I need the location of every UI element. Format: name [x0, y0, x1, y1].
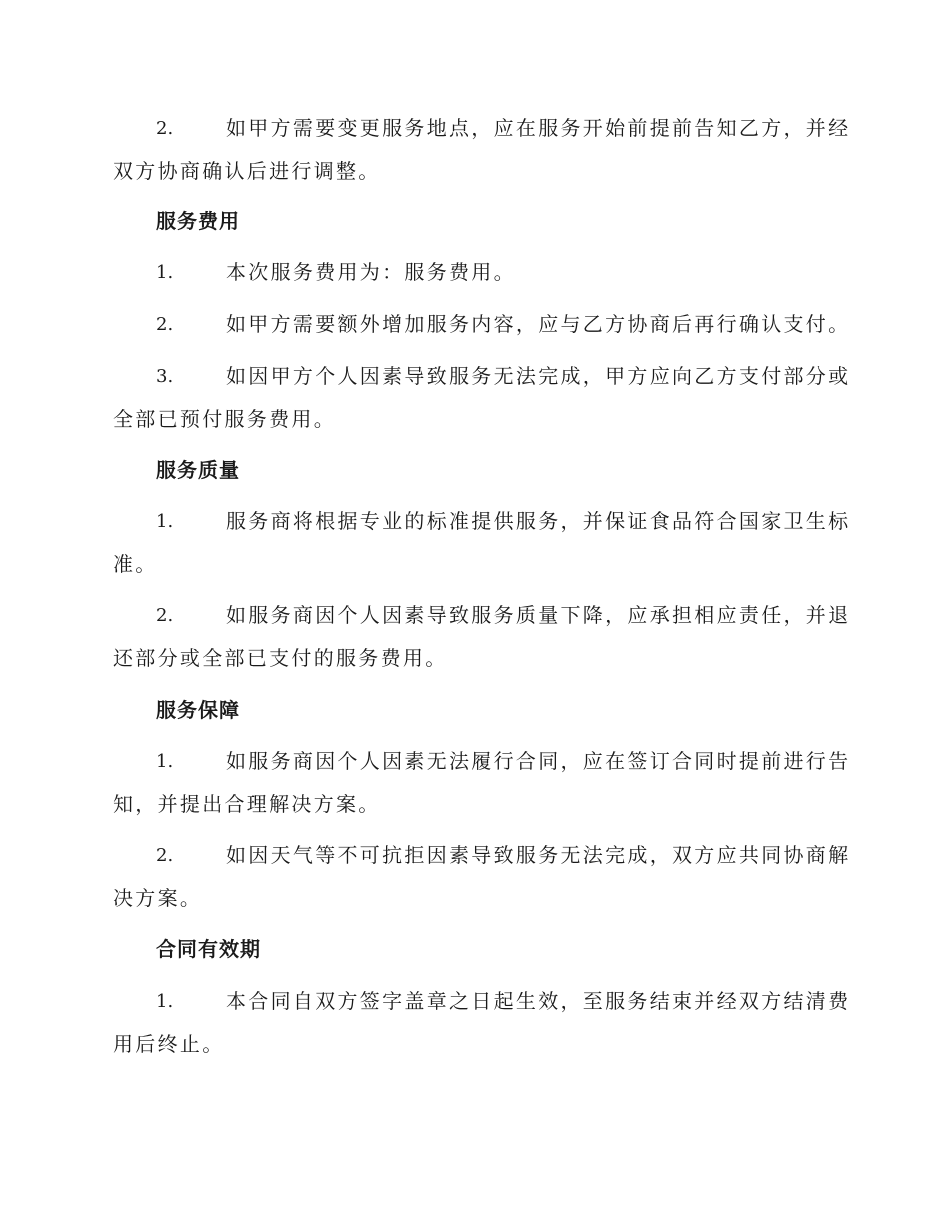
clause-text-line1: 如服务商因个人因素无法履行合同，应在签订合同时提前进行告 — [226, 749, 851, 773]
clause-number: 1. — [156, 991, 174, 1012]
clause-number: 2. — [156, 845, 174, 866]
clause-text-line1: 如因甲方个人因素导致服务无法完成，甲方应向乙方支付部分或 — [226, 364, 851, 388]
clause-text-line1: 如甲方需要变更服务地点，应在服务开始前提前告知乙方，并经 — [226, 116, 851, 140]
clause-number: 2. — [156, 314, 174, 335]
clause-number: 1. — [156, 511, 174, 532]
clause-text-line2: 用后终止。 — [113, 1032, 225, 1056]
clause-number: 2. — [156, 118, 174, 139]
clause-text-line2: 知，并提出合理解决方案。 — [113, 792, 381, 816]
clause-text-line2: 全部已预付服务费用。 — [113, 407, 336, 431]
clause-text-line1: 如甲方需要额外增加服务内容，应与乙方协商后再行确认支付。 — [226, 312, 851, 336]
section-heading-validity: 合同有效期 — [156, 937, 261, 961]
clause-text-line1: 本合同自双方签字盖章之日起生效，至服务结束并经双方结清费 — [226, 989, 851, 1013]
clause-text-line1: 本次服务费用为：服务费用。 — [226, 260, 516, 284]
clause-text-line1: 如因天气等不可抗拒因素导致服务无法完成，双方应共同协商解 — [226, 843, 851, 867]
clause-text-line1: 如服务商因个人因素导致服务质量下降，应承担相应责任，并退 — [226, 603, 851, 627]
clause-text-line2: 双方协商确认后进行调整。 — [113, 159, 381, 183]
clause-text-line2: 决方案。 — [113, 886, 203, 910]
clause-number: 2. — [156, 605, 174, 626]
section-heading-quality: 服务质量 — [156, 458, 240, 482]
clause-text-line2: 准。 — [113, 552, 158, 576]
section-heading-guarantee: 服务保障 — [156, 698, 240, 722]
clause-number: 3. — [156, 366, 174, 387]
clause-text-line2: 还部分或全部已支付的服务费用。 — [113, 646, 448, 670]
clause-number: 1. — [156, 262, 174, 283]
clause-number: 1. — [156, 751, 174, 772]
clause-text-line1: 服务商将根据专业的标准提供服务，并保证食品符合国家卫生标 — [226, 509, 851, 533]
section-heading-fees: 服务费用 — [156, 209, 240, 233]
